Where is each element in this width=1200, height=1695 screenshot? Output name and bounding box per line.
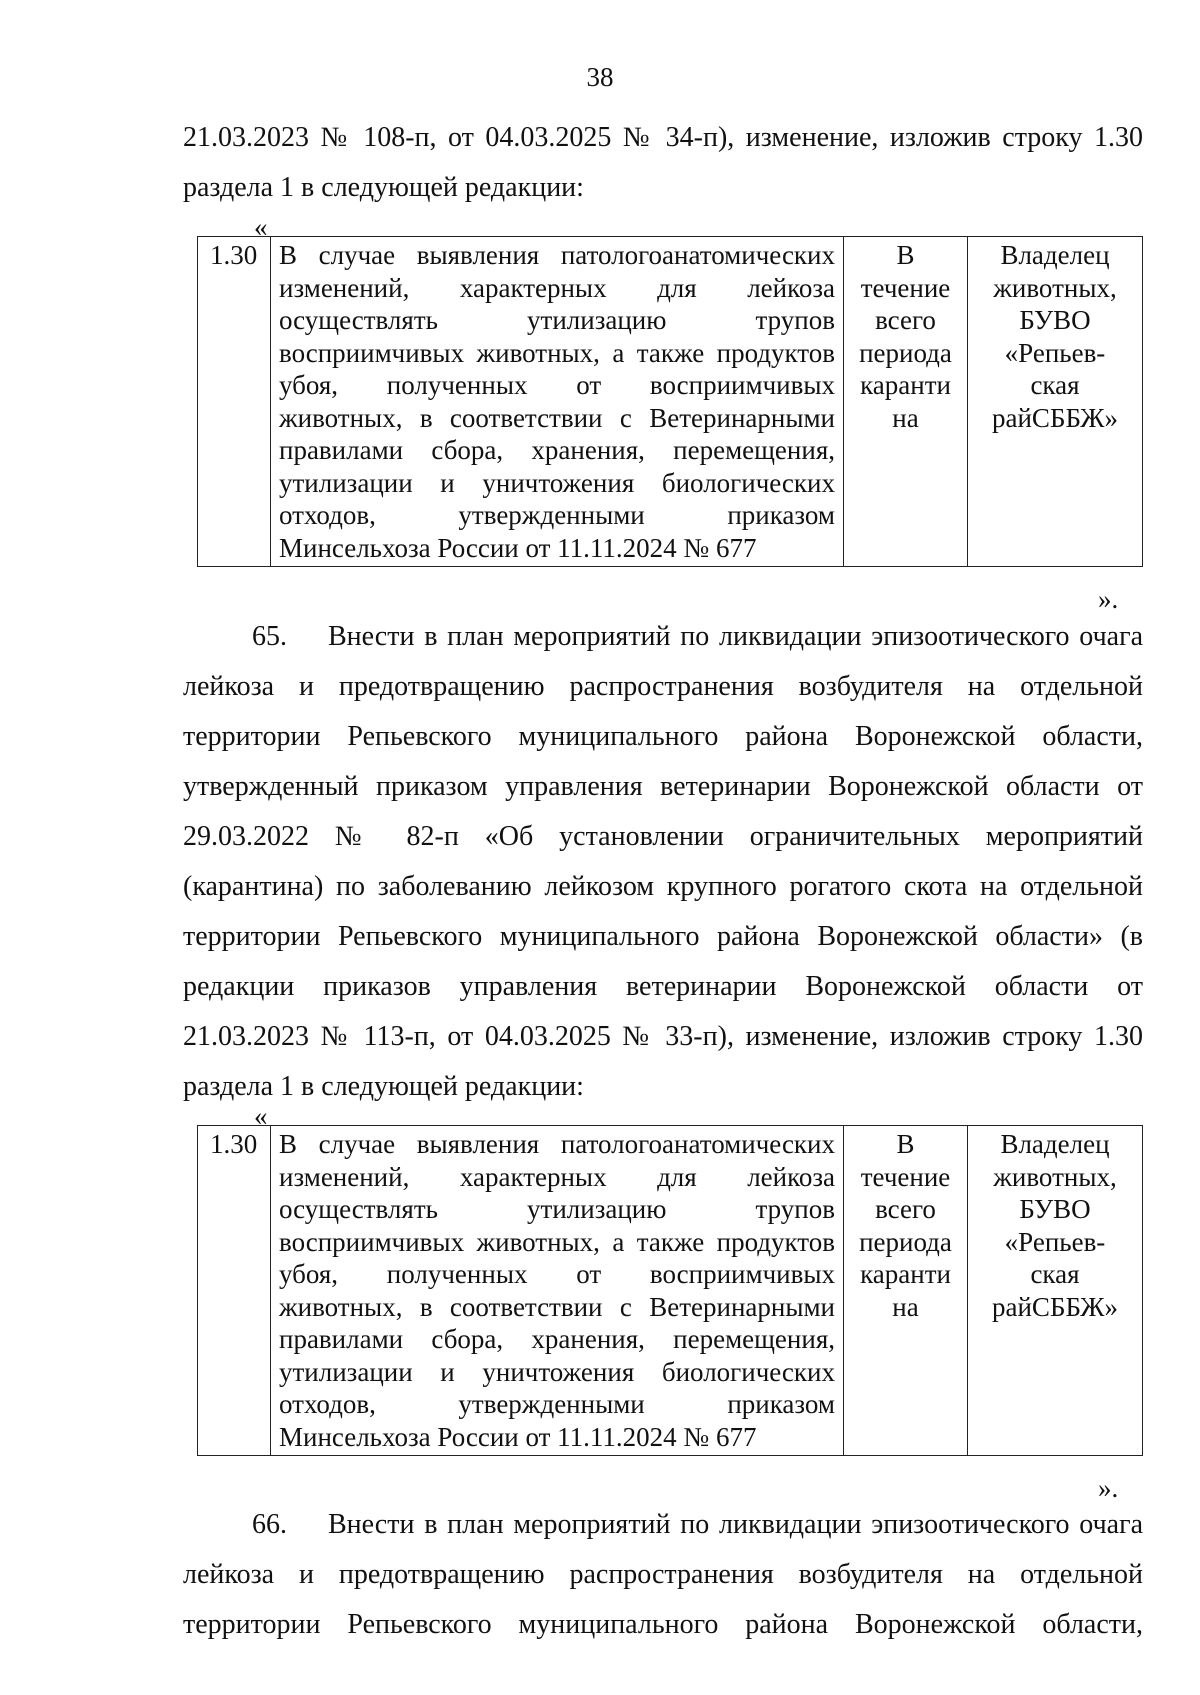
- text-line: каранти: [860, 1259, 951, 1289]
- text-line: на: [892, 1291, 919, 1322]
- text-line: течение: [860, 1161, 951, 1192]
- text-line: восприимчивых животных, а также продуктов: [279, 337, 835, 368]
- quote-close: ».: [1098, 584, 1119, 614]
- text-line: Минсельхоза России от 11.11.2024 № 677: [279, 532, 757, 563]
- text-line: 21.03.2023 № 108-п, от 04.03.2025 № 34-п), изменение, изложив строку 1.30: [183, 122, 1143, 153]
- text-line: «Репьев-: [1004, 337, 1106, 368]
- intro-paragraph: [183, 113, 1143, 213]
- text-line: осуществлять утилизацию трупов: [279, 1194, 835, 1224]
- text-line: животных,: [993, 1161, 1117, 1192]
- item-65-first-line: [183, 612, 1143, 662]
- item-number: 65.: [252, 621, 287, 652]
- text-line: отходов, утвержденными приказом: [279, 1389, 835, 1419]
- text-line: восприимчивых животных, а также продуктов: [279, 1226, 835, 1257]
- quote-open: «: [254, 1101, 268, 1131]
- text-line: изменений, характерных для лейкоза: [279, 272, 835, 303]
- term-cell: [844, 1126, 968, 1456]
- text-line: убоя, полученных от восприимчивых: [279, 370, 835, 400]
- item-66-paragraph: [183, 1500, 1143, 1650]
- text-line: отходов, утвержденными приказом: [279, 500, 835, 530]
- text-line: территории Репьевского муниципального района Воронежской области» (в: [183, 921, 1143, 952]
- text-line: утилизации и уничтожения биологических: [279, 1356, 835, 1387]
- text-line: правилами сбора, хранения, перемещения,: [279, 435, 835, 465]
- row-number-cell: 1.30: [198, 237, 271, 567]
- text-line: В: [896, 1129, 915, 1159]
- text-line: 29.03.2022 № 82-п «Об установлении ограничительных мероприятий: [183, 821, 1143, 852]
- text-line: БУВО: [1019, 305, 1091, 335]
- text-line: райСББЖ»: [992, 1291, 1118, 1322]
- text-line: утилизации и уничтожения биологических: [279, 467, 835, 498]
- text-line: территории Репьевского муниципального района Воронежской области,: [183, 721, 1143, 752]
- text-line: редакции приказов управления ветеринарии Воронежской области от: [183, 971, 1143, 1002]
- item-66-first-line: [183, 1500, 1143, 1550]
- responsible-cell: [968, 237, 1143, 567]
- quote-open: «: [254, 212, 268, 242]
- text-line: утвержденный приказом управления ветеринарии Воронежской области от: [183, 771, 1143, 802]
- text-line: убоя, полученных от восприимчивых: [279, 1259, 835, 1289]
- text-line: лейкоза и предотвращению распространения возбудителя на отдельной: [183, 1559, 1143, 1590]
- text-line: всего: [875, 305, 936, 335]
- text-line: Минсельхоза России от 11.11.2024 № 677: [279, 1421, 757, 1452]
- text-line: раздела 1 в следующей редакции:: [183, 172, 584, 203]
- text-line: райСББЖ»: [992, 402, 1118, 433]
- text-line: правилами сбора, хранения, перемещения,: [279, 1324, 835, 1354]
- text-line: каранти: [860, 370, 951, 400]
- responsible-cell: [968, 1126, 1143, 1456]
- text-line: (карантина) по заболеванию лейкозом крупного рогатого скота на отдельной: [183, 871, 1143, 902]
- text-line: периода: [859, 1226, 952, 1257]
- text-line: животных,: [993, 272, 1117, 303]
- table-row: [198, 237, 1143, 567]
- text-line: Внести в план мероприятий по ликвидации эпизоотического очага: [328, 1509, 1143, 1540]
- text-line: 21.03.2023 № 113-п, от 04.03.2025 № 33-п), изменение, изложив строку 1.30: [183, 1021, 1143, 1052]
- item-65-paragraph: [183, 612, 1143, 1112]
- row-number-cell: 1.30: [198, 1126, 271, 1456]
- text-line: раздела 1 в следующей редакции:: [183, 1071, 584, 1102]
- text-line: БУВО: [1019, 1194, 1091, 1224]
- text-line: на: [892, 402, 919, 433]
- text-line: В случае выявления патологоанатомических: [279, 1129, 835, 1159]
- page-number: 38: [586, 62, 614, 92]
- amendment-table-2: [197, 1125, 1143, 1456]
- item-number: 66.: [252, 1509, 287, 1540]
- text-line: животных, в соответствии с Ветеринарными: [279, 402, 835, 433]
- text-line: Владелец: [1000, 1129, 1110, 1159]
- text-line: лейкоза и предотвращению распространения возбудителя на отдельной: [183, 671, 1143, 702]
- text-line: В: [896, 240, 915, 270]
- text-line: осуществлять утилизацию трупов: [279, 305, 835, 335]
- text-line: изменений, характерных для лейкоза: [279, 1161, 835, 1192]
- text-line: В случае выявления патологоанатомических: [279, 240, 835, 270]
- text-line: Внести в план мероприятий по ликвидации эпизоотического очага: [328, 621, 1143, 652]
- amendment-table-1: [197, 236, 1143, 567]
- text-line: территории Репьевского муниципального района Воронежской области,: [183, 1609, 1143, 1640]
- text-line: периода: [859, 337, 952, 368]
- measure-text-cell: [271, 1126, 844, 1456]
- table-row: [198, 1126, 1143, 1456]
- term-cell: [844, 237, 968, 567]
- text-line: животных, в соответствии с Ветеринарными: [279, 1291, 835, 1322]
- text-line: «Репьев-: [1004, 1226, 1106, 1257]
- quote-close: ».: [1098, 1473, 1119, 1503]
- measure-text-cell: [271, 237, 844, 567]
- text-line: ская: [1030, 1259, 1080, 1289]
- text-line: течение: [860, 272, 951, 303]
- text-line: всего: [875, 1194, 936, 1224]
- text-line: Владелец: [1000, 240, 1110, 270]
- text-line: ская: [1030, 370, 1080, 400]
